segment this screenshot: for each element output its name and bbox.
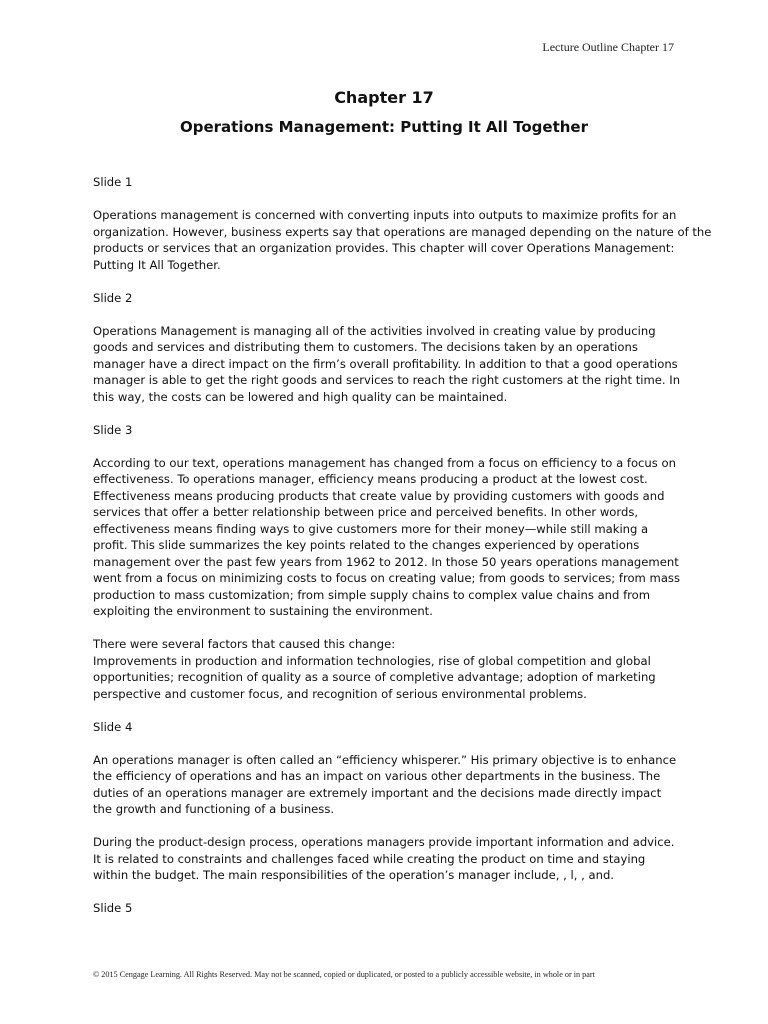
paragraph-line: Improvements in production and information technologies, rise of global competition and global [93, 653, 651, 668]
paragraph-line: According to our text, operations management has changed from a focus on efficiency to a focus on [93, 455, 676, 470]
paragraph-line: Operations management is concerned with converting inputs into outputs to maximize profits for an [93, 208, 677, 222]
paragraph [93, 752, 681, 818]
paragraph-line: this way, the costs can be lowered and high quality can be maintained. [93, 389, 508, 404]
paragraph-line: It is related to constraints and challenges faced while creating the product on time and staying [93, 851, 646, 866]
slide-heading: Slide 2 [93, 290, 133, 305]
copyright-footer: © 2015 Cengage Learning. All Rights Reserved. May not be scanned, copied or duplicated, or posted to a publicly accessible website, in whole or in part [93, 970, 595, 979]
paragraph-line: effectiveness means finding ways to give customers more for their money—while still making a [93, 521, 649, 536]
paragraph-line: opportunities; recognition of quality as a source of completive advantage; adoption of marketing [93, 670, 656, 684]
paragraph-line: There were several factors that caused this change: [93, 637, 396, 651]
paragraph-line: During the product-design process, operations managers provide important information and advice. [93, 835, 675, 849]
paragraph-line: organization. However, business experts say that operations are managed depending on the nature of the [93, 224, 712, 239]
paragraph-line: profit. This slide summarizes the key points related to the changes experienced by operations [93, 538, 640, 552]
paragraph-line: Putting It All Together. [93, 257, 221, 272]
paragraph [93, 636, 681, 702]
slide-heading: Slide 5 [93, 901, 133, 915]
running-header: Lecture Outline Chapter 17 [542, 40, 674, 54]
paragraph-line: perspective and customer focus, and recognition of serious environmental problems. [93, 686, 587, 701]
paragraph-line: services that offer a better relationship between price and perceived benefits. In other words, [93, 505, 639, 519]
paragraph-line: production to mass customization; from simple supply chains to complex value chains and from [93, 587, 651, 602]
paragraph-line: the growth and functioning of a business. [93, 802, 335, 816]
slide-heading: Slide 4 [93, 719, 133, 734]
paragraph [93, 323, 681, 406]
paragraph-line: goods and services and distributing them to customers. The decisions taken by an operations [93, 340, 638, 354]
paragraph-line: An operations manager is often called an “efficiency whisperer.” His primary objective is to enhance [93, 752, 677, 767]
paragraph-line: Operations Management is managing all of the activities involved in creating value by producing [93, 323, 656, 338]
paragraph-line: management over the past few years from 1962 to 2012. In those 50 years operations management [93, 554, 679, 569]
paragraph-line: the efficiency of operations and has an impact on various other departments in the business. The [93, 769, 661, 783]
paragraph-line: products or services that an organization provides. This chapter will cover Operations Management: [93, 241, 675, 255]
paragraph-line: exploiting the environment to sustaining the environment. [93, 604, 433, 618]
slide-heading: Slide 1 [93, 175, 133, 189]
document-body [93, 174, 712, 933]
paragraph-line: Effectiveness means producing products that create value by providing customers with goods and [93, 488, 665, 503]
paragraph-line: effectiveness. To operations manager, efficiency means producing a product at the lowest cost. [93, 472, 648, 486]
paragraph [93, 455, 681, 620]
slide-heading: Slide 3 [93, 422, 133, 437]
paragraph-line: within the budget. The main responsibilities of the operation’s manager include, , l, , and. [93, 868, 614, 882]
paragraph-line: duties of an operations manager are extremely important and the decisions made directly impact [93, 785, 662, 800]
paragraph-line: manager is able to get the right goods and services to reach the right customers at the right time. In [93, 373, 681, 387]
paragraph-line: manager have a direct impact on the firm’s overall profitability. In addition to that a good operations [93, 356, 678, 371]
chapter-subtitle: Operations Management: Putting It All Together [179, 118, 589, 136]
paragraph-line: went from a focus on minimizing costs to focus on creating value; from goods to services; from mass [93, 571, 681, 585]
paragraph [93, 207, 712, 273]
chapter-title: Chapter 17 [334, 88, 434, 107]
paragraph [93, 834, 681, 884]
